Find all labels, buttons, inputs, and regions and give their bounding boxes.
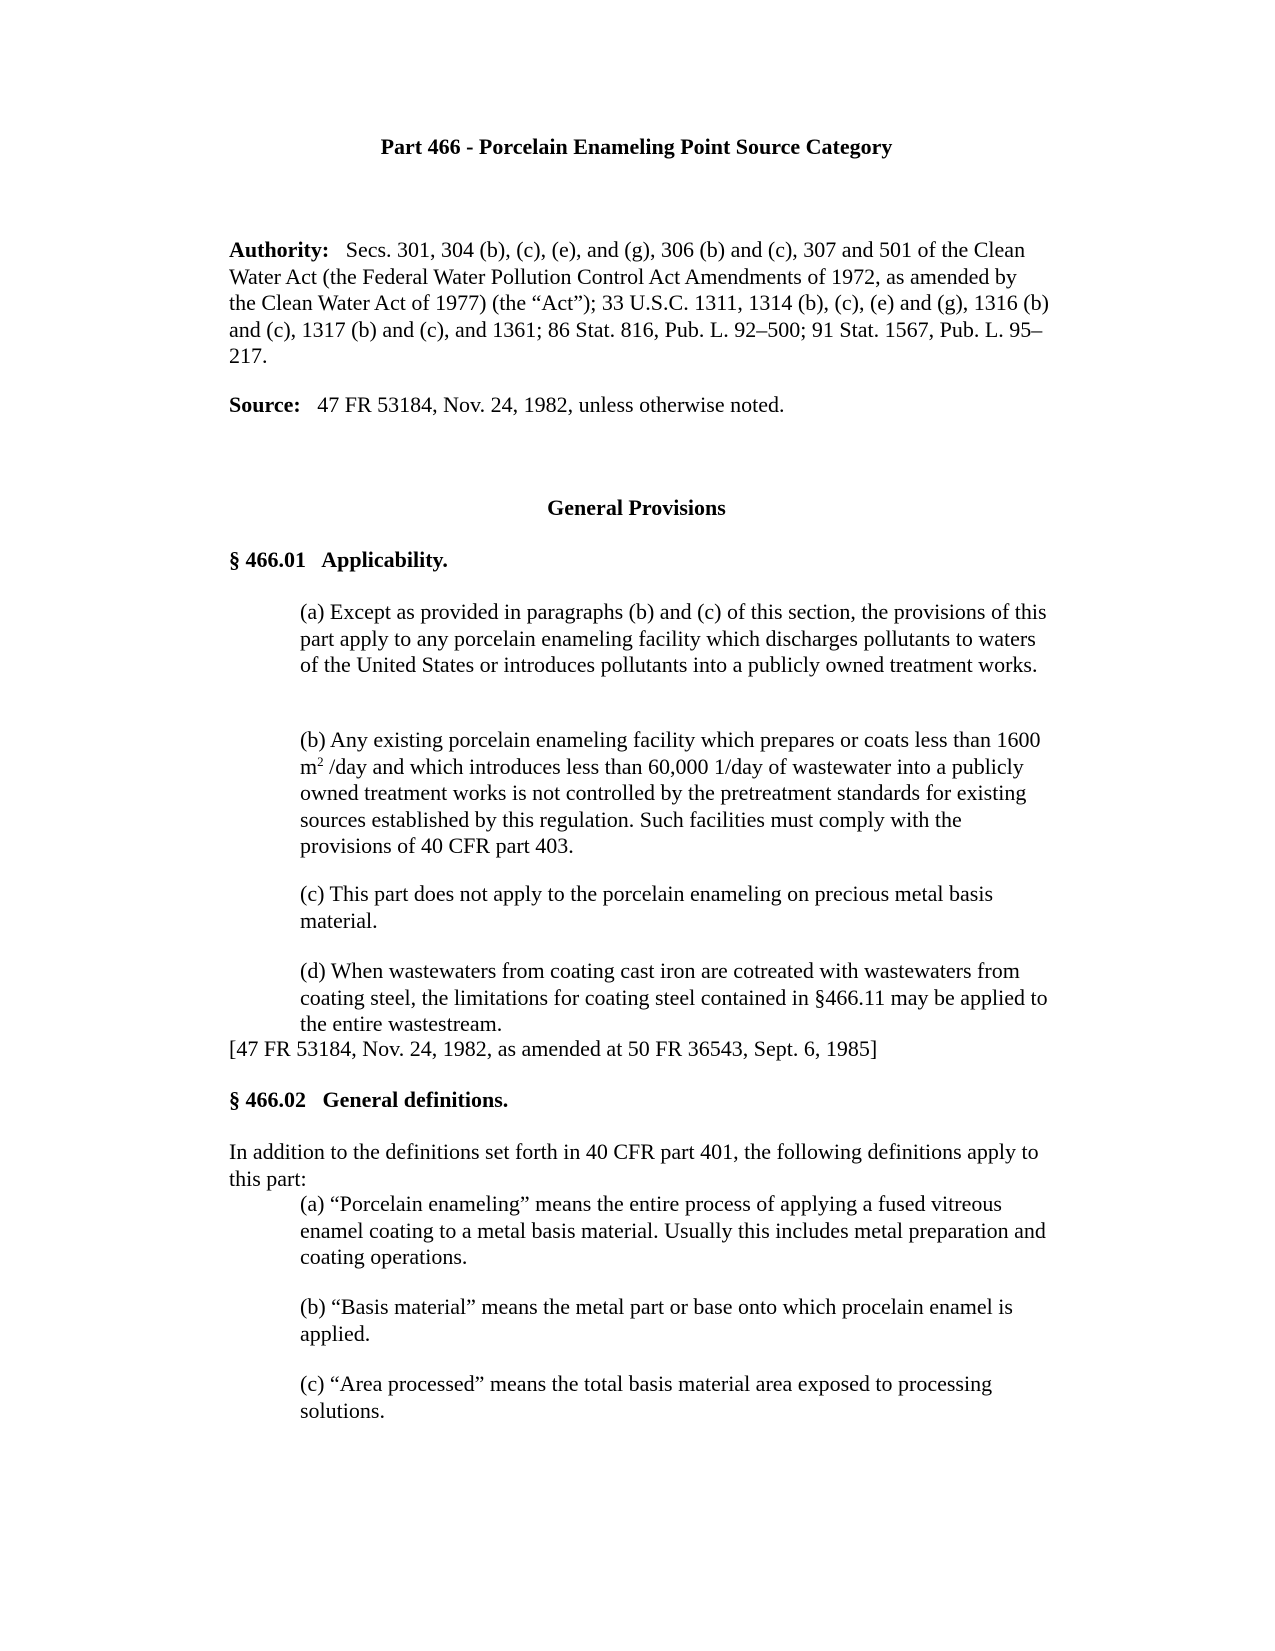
section-466-02-title: General definitions. (322, 1087, 509, 1112)
authority-paragraph (229, 237, 1049, 370)
source-label: Source: (229, 392, 301, 417)
applicability-para-a: (a) Except as provided in paragraphs (b) and (c) of this section, the provisions of this part apply to any porcelain enameling facility which discharges pollutants to waters of the United States or introduces pollutants into a publicly owned treatment works. (300, 599, 1047, 677)
authority-text: Secs. 301, 304 (b), (c), (e), and (g), 306 (b) and (c), 307 and 501 of the Clean Water Act (the Federal Water Pollution Control Act Amendments of 1972, as amended by the Clean Water Act of 1977) (the “Act”); 33 U.S.C. 1311, 1314 (b), (c), (e) and (g), 1316 (b) and (c), 1317 (b) and (c), and 1361; 86 Stat. 816, Pub. L. 92–500; 91 Stat. 1567, Pub. L. 95–217. (229, 237, 1049, 368)
section-466-01-title: Applicability. (321, 547, 448, 572)
applicability-para-d: (d) When wastewaters from coating cast iron are cotreated with wastewaters from coating steel, the limitations for coating steel contained in §466.11 may be applied to the entire wastestream. (300, 958, 1048, 1036)
section-466-02-heading (229, 1087, 1049, 1114)
applicability-para-b-post: /day and which introduces less than 60,000 1/day of wastewater into a publicly owned treatment works is not controlled by the pretreatment standards for existing sources established by this regulation. Such facilities must comply with the provisions of 40 CFR part 403. (300, 753, 1027, 858)
definition-c: (c) “Area processed” means the total basis material area exposed to processing solutions. (300, 1371, 993, 1423)
authority-label: Authority: (229, 237, 330, 262)
applicability-para-b-pre: (b) Any existing porcelain enameling facility which prepares or coats less than 1600 m (300, 727, 1041, 779)
amendment-citation: [47 FR 53184, Nov. 24, 1982, as amended at 50 FR 36543, Sept. 6, 1985] (229, 1036, 878, 1061)
superscript-2: 2 (317, 753, 324, 769)
source-paragraph (229, 392, 1049, 419)
definition-a: (a) “Porcelain enameling” means the entire process of applying a fused vitreous enamel coating to a metal basis material. Usually this includes metal preparation and coating operations. (300, 1191, 1046, 1269)
section-466-01-number: § 466.01 (229, 547, 306, 572)
section-466-02-number: § 466.02 (229, 1087, 306, 1112)
definitions-intro: In addition to the definitions set forth in 40 CFR part 401, the following definitions apply to this part: (229, 1139, 1039, 1191)
applicability-para-c: (c) This part does not apply to the porcelain enameling on precious metal basis material. (300, 881, 994, 933)
source-text: 47 FR 53184, Nov. 24, 1982, unless otherwise noted. (317, 392, 785, 417)
definition-b: (b) “Basis material” means the metal part or base onto which procelain enamel is applied. (300, 1294, 1013, 1346)
document-title: Part 466 - Porcelain Enameling Point Source Category (380, 134, 893, 159)
section-466-01-heading (229, 547, 1049, 574)
applicability-para-b (300, 727, 1050, 860)
general-provisions-heading: General Provisions (547, 495, 726, 520)
